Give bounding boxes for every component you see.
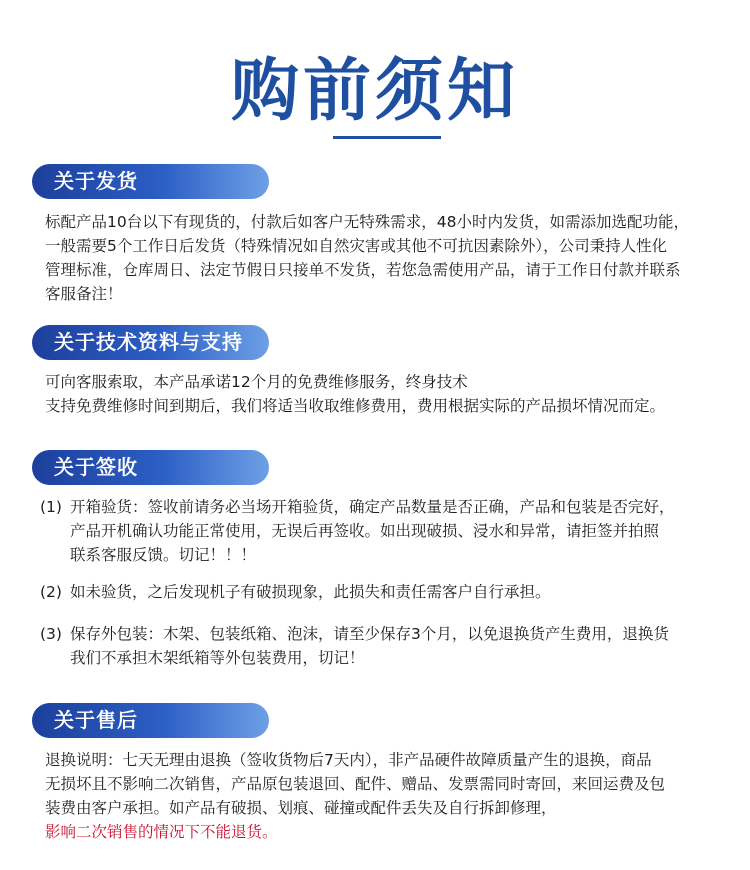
page-title: 购前须知 — [230, 52, 519, 131]
item-body — [70, 495, 675, 567]
aftersale-line: 无损坏且不影响二次销售，产品原包装退回、配件、赠品、发票需同时寄回，来回运费及包 — [45, 775, 666, 793]
item-number: (2) — [40, 583, 62, 601]
item-body — [70, 622, 669, 670]
item-line: 产品开机确认功能正常使用，无误后再签收。如出现破损、浸水和异常，请拒签并拍照 — [70, 522, 660, 540]
shipping-line: 管理标准，仓库周日、法定节假日只接单不发货，若您急需使用产品，请于工作日付款并联系 — [45, 261, 681, 279]
item-number: (3) — [40, 625, 62, 643]
support-line: 可向客服索取，本产品承诺12个月的免费维修服务，终身技术 — [45, 373, 468, 391]
item-number: (1) — [40, 498, 62, 516]
title-underline — [333, 136, 441, 139]
aftersale-line: 退换说明：七天无理由退换（签收货物后7天内），非产品硬件故障质量产生的退换，商品 — [45, 751, 652, 769]
section-heading-support: 关于技术资料与支持 — [32, 325, 269, 360]
aftersale-line: 装费由客户承担。如产品有破损、划痕、碰撞或配件丢失及自行拆卸修理， — [45, 799, 557, 817]
shipping-line: 标配产品10台以下有现货的，付款后如客户无特殊需求，48小时内发货，如需添加选配功能， — [45, 213, 689, 231]
aftersale-text — [45, 748, 665, 844]
shipping-text — [45, 210, 689, 306]
item-line: 联系客服反馈。切记！！！ — [70, 546, 257, 564]
section-heading-shipping: 关于发货 — [32, 164, 269, 199]
item-line: 保存外包装：木架、包装纸箱、泡沫，请至少保存3个月，以免退换货产生费用，退换货 — [70, 625, 669, 643]
item-line: 我们不承担木架纸箱等外包装费用，切记！ — [70, 649, 365, 667]
item-body — [70, 580, 551, 604]
aftersale-warning: 影响二次销售的情况下不能退货。 — [45, 823, 278, 841]
section-heading-receipt: 关于签收 — [32, 450, 269, 485]
item-line: 开箱验货：签收前请务必当场开箱验货，确定产品数量是否正确，产品和包装是否完好， — [70, 498, 675, 516]
item-line: 如未验货，之后发现机子有破损现象，此损失和责任需客户自行承担。 — [70, 583, 551, 601]
support-line: 支持免费维修时间到期后，我们将适当收取维修费用，费用根据实际的产品损坏情况而定。 — [45, 397, 666, 415]
support-text — [45, 370, 665, 418]
shipping-line: 一般需要5个工作日后发货（特殊情况如自然灾害或其他不可抗因素除外），公司秉持人性化 — [45, 237, 668, 255]
section-heading-aftersale: 关于售后 — [32, 703, 269, 738]
shipping-line: 客服备注！ — [45, 285, 123, 303]
